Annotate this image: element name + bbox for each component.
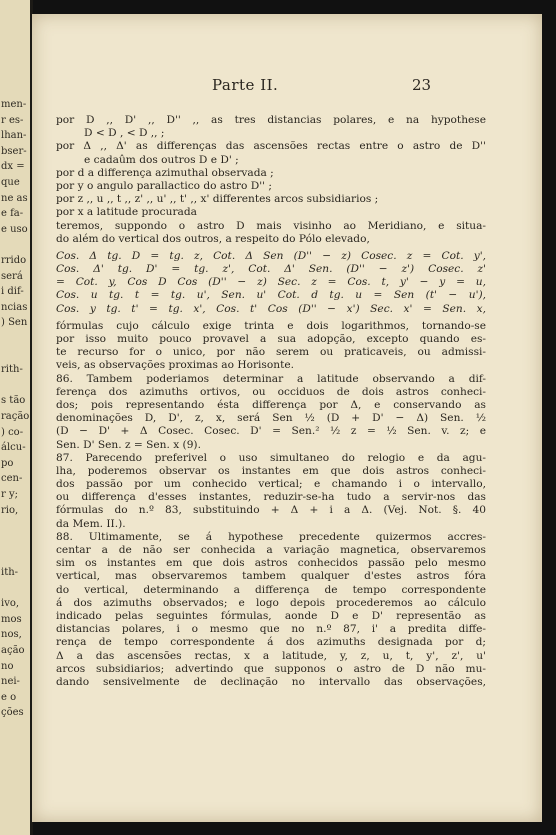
prev-page-fragment: e o bbox=[1, 691, 17, 703]
prev-page-fragment: men- bbox=[1, 99, 27, 110]
prev-page-fragment: i dif- bbox=[1, 286, 24, 298]
prev-page-fragment: cen- bbox=[1, 473, 23, 485]
text-line: teremos, suppondo o astro D mais visinho ao Meridiano, e situa- bbox=[56, 219, 486, 232]
formula-line: Cos. u tg. t = tg. u', Sen. u' Cot. d tg. u = Sen (t' − u'), bbox=[56, 289, 486, 302]
prev-page-fragment: s tão bbox=[1, 395, 26, 407]
text-line: por y o angulo parallactico do astro D'' ; bbox=[56, 179, 272, 192]
paragraph-87 bbox=[56, 452, 486, 531]
text-line: sim os instantes em que dois astros conhecidos passão pelo mesmo bbox=[56, 557, 486, 570]
text-line: rença de tempo correspondente á dos azimuths designada por d; bbox=[56, 636, 486, 649]
prev-page-fragment: nos, bbox=[1, 629, 22, 641]
text-line: arcos subsidiarios; advertindo que supponos o astro de D não mu- bbox=[56, 662, 486, 675]
definitions-block bbox=[56, 114, 486, 246]
running-head: Parte II. bbox=[212, 76, 279, 94]
text-line: por Δ ,, Δ' as differenças das ascensões rectas entre o astro de D'' bbox=[56, 140, 486, 153]
page-number: 23 bbox=[412, 76, 432, 94]
text-line: centar a de não ser conhecida a variação magnetica, observaremos bbox=[56, 544, 486, 556]
text-line: por isso muito pouco provavel a sua adopção, excepto quando es- bbox=[56, 333, 486, 345]
text-line: denominações D, D', z, x, será Sen ½ (D + D' − Δ) Sen. ½ bbox=[56, 412, 486, 425]
text-line: veis, as observações proximas ao Horisonte. bbox=[56, 359, 294, 372]
text-line: 88. Ultimamente, se á hypothese precedente quizermos accres- bbox=[56, 530, 486, 543]
prev-page-fragment: po bbox=[1, 457, 14, 469]
text-line: indicado pelas seguintes fórmulas, aonde D e D' representão as bbox=[56, 609, 486, 622]
prev-page-fragment: será bbox=[1, 270, 23, 282]
text-line: te recurso for o unico, por não serem ou praticaveis, ou admissi- bbox=[56, 346, 486, 359]
prev-page-fragment: ração bbox=[1, 411, 30, 422]
prev-page-fragment: no bbox=[1, 660, 14, 672]
text-line: fórmulas cujo cálculo exige trinta e dois logarithmos, tornando-se bbox=[56, 319, 486, 332]
text-line: por d a differença azimuthal observada ; bbox=[56, 166, 274, 179]
prev-page-fragment: nei- bbox=[1, 676, 20, 688]
text-line: Δ a das ascensões rectas, x a latitude, y, z, u, t, y', z', u' bbox=[56, 649, 486, 662]
formula-line: = Cot. y, Cos D Cos (D'' − z) Sec. z = Cos. t, y' − y = u, bbox=[56, 276, 486, 289]
prev-page-fragment: e uso bbox=[1, 223, 28, 235]
formula-block bbox=[56, 250, 486, 316]
previous-page-edge bbox=[0, 0, 32, 835]
text-line: 87. Parecendo preferivel o uso simultaneo do relogio e da agu- bbox=[56, 451, 486, 464]
prev-page-fragment: bser- bbox=[1, 145, 27, 157]
prev-page-fragment: ncias bbox=[1, 301, 28, 313]
text-line: por z ,, u ,, t ,, z' ,, u' ,, t' ,, x' differentes arcos subsidiarios ; bbox=[56, 193, 379, 206]
page-header bbox=[32, 76, 542, 100]
text-line: lha, poderemos observar os instantes em que dois astros conheci- bbox=[56, 464, 486, 477]
text-line: distancias polares, i o mesmo que no n.º 87, i' a predita diffe- bbox=[56, 623, 486, 636]
text-line: e cadaûm dos outros D e D' ; bbox=[84, 153, 239, 166]
prev-page-fragment: rith- bbox=[1, 364, 23, 376]
prev-page-fragment: rio, bbox=[1, 504, 19, 516]
prev-page-fragment: álcu- bbox=[1, 442, 26, 454]
book-page bbox=[32, 14, 542, 822]
text-line: dos; pois representando ésta differença por Δ, e conservando as bbox=[56, 398, 486, 411]
text-line: por x a latitude procurada bbox=[56, 206, 197, 219]
prev-page-fragment: ) co- bbox=[1, 426, 24, 438]
prev-page-fragment: ) Sen bbox=[1, 317, 28, 329]
prev-page-fragment: que bbox=[1, 177, 20, 188]
prev-page-fragment: ith- bbox=[1, 567, 19, 578]
text-line: dos passão por um conhecido vertical; e chamando i o intervallo, bbox=[56, 478, 486, 491]
prev-page-fragment: r y; bbox=[1, 489, 18, 500]
prev-page-fragment: ções bbox=[1, 707, 24, 719]
prev-page-fragment: mos bbox=[1, 613, 22, 625]
formula-line: Cos. Δ' tg. D' = tg. z', Cot. Δ' Sen. (D'' − z') Cosec. z' bbox=[56, 263, 486, 276]
text-line: dando sensivelmente de declinação no intervallo das observações, bbox=[56, 675, 486, 688]
prev-page-fragment: rrido bbox=[1, 255, 27, 266]
formula-line: Cos. Δ tg. D = tg. z, Cot. Δ Sen (D'' − z) Cosec. z = Cot. y', bbox=[56, 249, 486, 262]
prev-page-fragment: ivo, bbox=[1, 598, 20, 610]
prev-page-fragment: e fa- bbox=[1, 208, 24, 220]
text-line: Sen. D' Sen. z = Sen. x (9). bbox=[56, 438, 201, 451]
text-line: da Mem. II.). bbox=[56, 517, 126, 530]
text-line: por D ,, D' ,, D'' ,, as tres distancias polares, e na hypothese bbox=[56, 114, 486, 126]
text-line: do além do vertical dos outros, a respeito do Pólo elevado, bbox=[56, 232, 370, 245]
prev-page-fragment: ne as bbox=[1, 192, 28, 204]
prev-page-fragment: ação bbox=[1, 645, 25, 656]
text-line: ferença dos azimuths ortivos, ou occiduos de dois astros conheci- bbox=[56, 385, 486, 398]
text-line: do vertical, determinando a differença de tempo correspondente bbox=[56, 583, 486, 596]
paragraph-88 bbox=[56, 531, 486, 689]
paragraph-85-tail bbox=[56, 320, 486, 373]
paragraph-86 bbox=[56, 373, 486, 452]
formula-line: Cos. y tg. t' = tg. x', Cos. t' Cos (D'' − x') Sec. x' = Sen. x, bbox=[56, 302, 486, 315]
text-line: vertical, mas observaremos tambem qualquer d'estes astros fóra bbox=[56, 570, 486, 583]
text-line: fórmulas do n.º 83, substituindo + Δ + i a Δ. (Vej. Not. §. 40 bbox=[56, 504, 486, 517]
text-line: (D − D' + Δ Cosec. Cosec. D' = Sen.² ½ z = ½ Sen. v. z; e bbox=[56, 425, 486, 438]
text-line: ou differença d'esses instantes, reduzir-se-ha tudo a servir-nos das bbox=[56, 491, 486, 504]
body-text bbox=[56, 114, 486, 689]
prev-page-fragment: lhan- bbox=[1, 130, 27, 142]
prev-page-fragment: r es- bbox=[1, 114, 24, 126]
text-line: 86. Tambem poderiamos determinar a latitude observando a dif- bbox=[56, 372, 486, 385]
text-line: D < D , < D ,, ; bbox=[84, 127, 165, 140]
prev-page-fragment: dx = bbox=[1, 161, 25, 173]
text-line: á dos azimuths observados; e logo depois procederemos ao cálculo bbox=[56, 596, 486, 609]
